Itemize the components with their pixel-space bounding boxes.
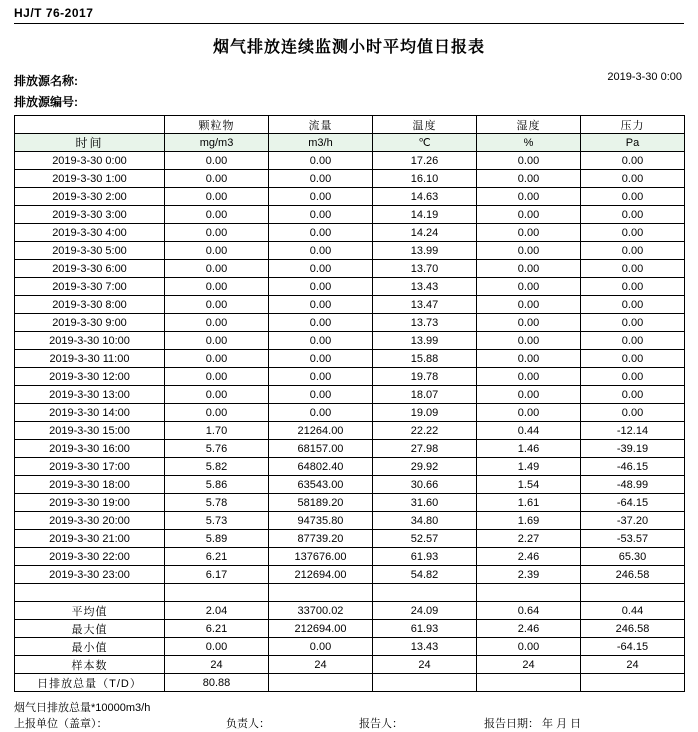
summary-label: 最小值 bbox=[15, 638, 165, 656]
table-header-row bbox=[15, 116, 685, 134]
row-value-1: 0.00 bbox=[269, 242, 373, 260]
total-empty-3 bbox=[477, 674, 581, 692]
row-value-0: 0.00 bbox=[165, 296, 269, 314]
row-value-1: 0.00 bbox=[269, 278, 373, 296]
row-value-0: 0.00 bbox=[165, 170, 269, 188]
row-value-2: 54.82 bbox=[373, 566, 477, 584]
summary-value-2: 61.93 bbox=[373, 620, 477, 638]
row-time: 2019-3-30 3:00 bbox=[15, 206, 165, 224]
row-value-2: 19.09 bbox=[373, 404, 477, 422]
table-row bbox=[15, 476, 685, 494]
footer-block bbox=[14, 700, 684, 732]
row-value-1: 0.00 bbox=[269, 368, 373, 386]
row-value-2: 13.73 bbox=[373, 314, 477, 332]
row-value-3: 2.46 bbox=[477, 548, 581, 566]
row-value-1: 0.00 bbox=[269, 206, 373, 224]
row-time: 2019-3-30 14:00 bbox=[15, 404, 165, 422]
row-value-2: 29.92 bbox=[373, 458, 477, 476]
meta-block bbox=[14, 71, 684, 113]
summary-label: 平均值 bbox=[15, 602, 165, 620]
row-value-2: 31.60 bbox=[373, 494, 477, 512]
row-time: 2019-3-30 9:00 bbox=[15, 314, 165, 332]
row-value-3: 1.46 bbox=[477, 440, 581, 458]
row-value-4: 0.00 bbox=[581, 224, 685, 242]
total-empty-2 bbox=[373, 674, 477, 692]
row-value-3: 1.61 bbox=[477, 494, 581, 512]
summary-value-0: 24 bbox=[165, 656, 269, 674]
row-value-4: 0.00 bbox=[581, 296, 685, 314]
row-value-0: 0.00 bbox=[165, 188, 269, 206]
table-row bbox=[15, 206, 685, 224]
row-value-1: 58189.20 bbox=[269, 494, 373, 512]
summary-value-0: 2.04 bbox=[165, 602, 269, 620]
footer-note: 烟气日排放总量*10000m3/h bbox=[14, 702, 151, 714]
row-value-4: 0.00 bbox=[581, 386, 685, 404]
row-time: 2019-3-30 12:00 bbox=[15, 368, 165, 386]
row-value-1: 0.00 bbox=[269, 296, 373, 314]
row-value-2: 30.66 bbox=[373, 476, 477, 494]
unit-2: ℃ bbox=[373, 134, 477, 152]
row-value-4: 246.58 bbox=[581, 566, 685, 584]
footer-signature-line bbox=[14, 716, 684, 732]
table-row bbox=[15, 152, 685, 170]
row-value-4: 0.00 bbox=[581, 368, 685, 386]
row-value-4: -39.19 bbox=[581, 440, 685, 458]
row-time: 2019-3-30 5:00 bbox=[15, 242, 165, 260]
row-time: 2019-3-30 15:00 bbox=[15, 422, 165, 440]
table-row bbox=[15, 422, 685, 440]
row-value-3: 1.69 bbox=[477, 512, 581, 530]
row-value-1: 0.00 bbox=[269, 314, 373, 332]
row-time: 2019-3-30 23:00 bbox=[15, 566, 165, 584]
unit-0: mg/m3 bbox=[165, 134, 269, 152]
row-value-1: 0.00 bbox=[269, 170, 373, 188]
summary-value-2: 13.43 bbox=[373, 638, 477, 656]
table-body bbox=[15, 152, 685, 692]
table-row bbox=[15, 260, 685, 278]
row-value-2: 13.70 bbox=[373, 260, 477, 278]
header-param-2: 温度 bbox=[373, 116, 477, 134]
row-time: 2019-3-30 2:00 bbox=[15, 188, 165, 206]
header-param-4: 压力 bbox=[581, 116, 685, 134]
time-column-header: 时间 bbox=[15, 134, 165, 152]
row-value-2: 34.80 bbox=[373, 512, 477, 530]
row-time: 2019-3-30 21:00 bbox=[15, 530, 165, 548]
row-value-0: 5.78 bbox=[165, 494, 269, 512]
summary-row-sample-count bbox=[15, 656, 685, 674]
summary-row-minimum bbox=[15, 638, 685, 656]
summary-value-1: 33700.02 bbox=[269, 602, 373, 620]
row-value-1: 63543.00 bbox=[269, 476, 373, 494]
summary-value-4: 24 bbox=[581, 656, 685, 674]
row-time: 2019-3-30 7:00 bbox=[15, 278, 165, 296]
table-row bbox=[15, 458, 685, 476]
row-value-0: 0.00 bbox=[165, 332, 269, 350]
report-table bbox=[14, 115, 685, 692]
summary-value-3: 24 bbox=[477, 656, 581, 674]
row-value-1: 0.00 bbox=[269, 260, 373, 278]
row-value-3: 0.00 bbox=[477, 332, 581, 350]
row-value-3: 2.39 bbox=[477, 566, 581, 584]
row-value-1: 0.00 bbox=[269, 188, 373, 206]
report-date-label: 报告日期： 年 月 日 bbox=[484, 718, 582, 730]
spacer-cell bbox=[477, 584, 581, 602]
row-value-3: 0.00 bbox=[477, 242, 581, 260]
row-value-2: 14.24 bbox=[373, 224, 477, 242]
unit-4: Pa bbox=[581, 134, 685, 152]
row-value-4: 0.00 bbox=[581, 152, 685, 170]
row-value-1: 94735.80 bbox=[269, 512, 373, 530]
row-value-4: 0.00 bbox=[581, 314, 685, 332]
row-value-3: 1.54 bbox=[477, 476, 581, 494]
row-value-0: 6.21 bbox=[165, 548, 269, 566]
header-param-3: 湿度 bbox=[477, 116, 581, 134]
row-value-0: 1.70 bbox=[165, 422, 269, 440]
row-value-0: 0.00 bbox=[165, 404, 269, 422]
table-row bbox=[15, 332, 685, 350]
row-value-0: 0.00 bbox=[165, 206, 269, 224]
row-value-3: 0.00 bbox=[477, 224, 581, 242]
summary-value-2: 24.09 bbox=[373, 602, 477, 620]
header-param-1: 流量 bbox=[269, 116, 373, 134]
row-value-2: 61.93 bbox=[373, 548, 477, 566]
spacer-cell bbox=[581, 584, 685, 602]
summary-value-0: 6.21 bbox=[165, 620, 269, 638]
row-value-2: 27.98 bbox=[373, 440, 477, 458]
row-value-2: 14.63 bbox=[373, 188, 477, 206]
header-divider bbox=[14, 23, 684, 24]
row-value-1: 0.00 bbox=[269, 224, 373, 242]
row-time: 2019-3-30 4:00 bbox=[15, 224, 165, 242]
row-value-3: 1.49 bbox=[477, 458, 581, 476]
row-value-2: 18.07 bbox=[373, 386, 477, 404]
row-value-1: 0.00 bbox=[269, 386, 373, 404]
table-row bbox=[15, 440, 685, 458]
charge-person-label: 负责人： bbox=[226, 718, 270, 730]
row-value-2: 16.10 bbox=[373, 170, 477, 188]
row-time: 2019-3-30 22:00 bbox=[15, 548, 165, 566]
row-time: 2019-3-30 20:00 bbox=[15, 512, 165, 530]
row-value-1: 21264.00 bbox=[269, 422, 373, 440]
total-empty-4 bbox=[581, 674, 685, 692]
row-value-1: 0.00 bbox=[269, 152, 373, 170]
row-value-1: 0.00 bbox=[269, 332, 373, 350]
total-label: 日排放总量（T/D） bbox=[15, 674, 165, 692]
row-value-4: -53.57 bbox=[581, 530, 685, 548]
row-value-0: 5.82 bbox=[165, 458, 269, 476]
table-row bbox=[15, 296, 685, 314]
summary-value-1: 24 bbox=[269, 656, 373, 674]
row-value-2: 22.22 bbox=[373, 422, 477, 440]
table-row bbox=[15, 386, 685, 404]
row-value-0: 0.00 bbox=[165, 152, 269, 170]
row-value-4: -46.15 bbox=[581, 458, 685, 476]
summary-value-4: 246.58 bbox=[581, 620, 685, 638]
row-value-2: 52.57 bbox=[373, 530, 477, 548]
row-value-1: 212694.00 bbox=[269, 566, 373, 584]
table-unit-row bbox=[15, 134, 685, 152]
row-value-4: -64.15 bbox=[581, 494, 685, 512]
page-title: 烟气排放连续监测小时平均值日报表 bbox=[212, 39, 485, 56]
table-row bbox=[15, 350, 685, 368]
header-param-0: 颗粒物 bbox=[165, 116, 269, 134]
row-time: 2019-3-30 18:00 bbox=[15, 476, 165, 494]
header-corner-cell bbox=[15, 116, 165, 134]
summary-value-3: 0.64 bbox=[477, 602, 581, 620]
table-row bbox=[15, 368, 685, 386]
report-unit-label: 上报单位（盖章）： bbox=[14, 718, 108, 730]
table-row bbox=[15, 530, 685, 548]
row-value-3: 0.00 bbox=[477, 350, 581, 368]
unit-1: m3/h bbox=[269, 134, 373, 152]
row-value-0: 5.76 bbox=[165, 440, 269, 458]
summary-value-3: 0.00 bbox=[477, 638, 581, 656]
row-value-1: 68157.00 bbox=[269, 440, 373, 458]
summary-value-3: 2.46 bbox=[477, 620, 581, 638]
row-time: 2019-3-30 16:00 bbox=[15, 440, 165, 458]
row-value-1: 64802.40 bbox=[269, 458, 373, 476]
row-value-4: -48.99 bbox=[581, 476, 685, 494]
summary-row-average bbox=[15, 602, 685, 620]
row-time: 2019-3-30 1:00 bbox=[15, 170, 165, 188]
row-value-2: 13.99 bbox=[373, 242, 477, 260]
table-row bbox=[15, 278, 685, 296]
row-value-2: 13.47 bbox=[373, 296, 477, 314]
row-value-0: 0.00 bbox=[165, 368, 269, 386]
summary-value-4: -64.15 bbox=[581, 638, 685, 656]
summary-value-2: 24 bbox=[373, 656, 477, 674]
row-value-0: 5.89 bbox=[165, 530, 269, 548]
row-value-1: 0.00 bbox=[269, 350, 373, 368]
summary-value-1: 0.00 bbox=[269, 638, 373, 656]
row-value-0: 0.00 bbox=[165, 242, 269, 260]
row-time: 2019-3-30 11:00 bbox=[15, 350, 165, 368]
table-row bbox=[15, 404, 685, 422]
summary-row-maximum bbox=[15, 620, 685, 638]
row-time: 2019-3-30 17:00 bbox=[15, 458, 165, 476]
total-emission-row bbox=[15, 674, 685, 692]
table-row bbox=[15, 314, 685, 332]
row-value-4: 0.00 bbox=[581, 260, 685, 278]
row-value-4: 0.00 bbox=[581, 404, 685, 422]
spacer-cell bbox=[269, 584, 373, 602]
row-value-3: 0.00 bbox=[477, 152, 581, 170]
row-value-4: 0.00 bbox=[581, 188, 685, 206]
row-value-4: 0.00 bbox=[581, 206, 685, 224]
row-time: 2019-3-30 19:00 bbox=[15, 494, 165, 512]
row-time: 2019-3-30 13:00 bbox=[15, 386, 165, 404]
row-time: 2019-3-30 6:00 bbox=[15, 260, 165, 278]
spacer-cell bbox=[373, 584, 477, 602]
spacer-row bbox=[15, 584, 685, 602]
row-value-1: 0.00 bbox=[269, 404, 373, 422]
total-empty-1 bbox=[269, 674, 373, 692]
row-value-0: 0.00 bbox=[165, 224, 269, 242]
row-value-2: 17.26 bbox=[373, 152, 477, 170]
row-value-0: 6.17 bbox=[165, 566, 269, 584]
total-value: 80.88 bbox=[165, 674, 269, 692]
row-time: 2019-3-30 8:00 bbox=[15, 296, 165, 314]
row-value-3: 0.00 bbox=[477, 386, 581, 404]
table-row bbox=[15, 188, 685, 206]
report-datetime: 2019-3-30 0:00 bbox=[607, 71, 682, 83]
row-value-2: 15.88 bbox=[373, 350, 477, 368]
row-value-0: 0.00 bbox=[165, 314, 269, 332]
row-value-2: 19.78 bbox=[373, 368, 477, 386]
table-row bbox=[15, 494, 685, 512]
row-value-3: 0.44 bbox=[477, 422, 581, 440]
row-value-4: 0.00 bbox=[581, 350, 685, 368]
row-value-3: 0.00 bbox=[477, 314, 581, 332]
row-value-3: 0.00 bbox=[477, 206, 581, 224]
row-value-3: 0.00 bbox=[477, 278, 581, 296]
source-name-label: 排放源名称: bbox=[14, 74, 78, 88]
row-time: 2019-3-30 10:00 bbox=[15, 332, 165, 350]
table-row bbox=[15, 512, 685, 530]
table-row bbox=[15, 224, 685, 242]
row-value-3: 0.00 bbox=[477, 404, 581, 422]
row-value-3: 0.00 bbox=[477, 296, 581, 314]
row-value-4: -12.14 bbox=[581, 422, 685, 440]
summary-value-4: 0.44 bbox=[581, 602, 685, 620]
row-value-3: 0.00 bbox=[477, 260, 581, 278]
row-value-4: 0.00 bbox=[581, 332, 685, 350]
row-value-3: 0.00 bbox=[477, 170, 581, 188]
row-value-4: 0.00 bbox=[581, 170, 685, 188]
summary-label: 样本数 bbox=[15, 656, 165, 674]
row-value-3: 0.00 bbox=[477, 188, 581, 206]
row-value-4: -37.20 bbox=[581, 512, 685, 530]
reporter-label: 报告人： bbox=[359, 718, 403, 730]
row-value-0: 0.00 bbox=[165, 278, 269, 296]
row-time: 2019-3-30 0:00 bbox=[15, 152, 165, 170]
row-value-4: 65.30 bbox=[581, 548, 685, 566]
row-value-0: 5.73 bbox=[165, 512, 269, 530]
row-value-0: 5.86 bbox=[165, 476, 269, 494]
row-value-0: 0.00 bbox=[165, 260, 269, 278]
spacer-cell bbox=[15, 584, 165, 602]
row-value-4: 0.00 bbox=[581, 278, 685, 296]
spacer-cell bbox=[165, 584, 269, 602]
summary-label: 最大值 bbox=[15, 620, 165, 638]
row-value-1: 87739.20 bbox=[269, 530, 373, 548]
table-row bbox=[15, 548, 685, 566]
row-value-2: 14.19 bbox=[373, 206, 477, 224]
row-value-3: 2.27 bbox=[477, 530, 581, 548]
row-value-2: 13.43 bbox=[373, 278, 477, 296]
summary-value-0: 0.00 bbox=[165, 638, 269, 656]
standard-code: HJ/T 76-2017 bbox=[14, 6, 94, 20]
row-value-3: 0.00 bbox=[477, 368, 581, 386]
row-value-0: 0.00 bbox=[165, 386, 269, 404]
table-row bbox=[15, 170, 685, 188]
summary-value-1: 212694.00 bbox=[269, 620, 373, 638]
table-row bbox=[15, 566, 685, 584]
row-value-1: 137676.00 bbox=[269, 548, 373, 566]
unit-3: % bbox=[477, 134, 581, 152]
row-value-4: 0.00 bbox=[581, 242, 685, 260]
row-value-0: 0.00 bbox=[165, 350, 269, 368]
table-row bbox=[15, 242, 685, 260]
row-value-2: 13.99 bbox=[373, 332, 477, 350]
source-code-label: 排放源编号: bbox=[14, 95, 78, 109]
